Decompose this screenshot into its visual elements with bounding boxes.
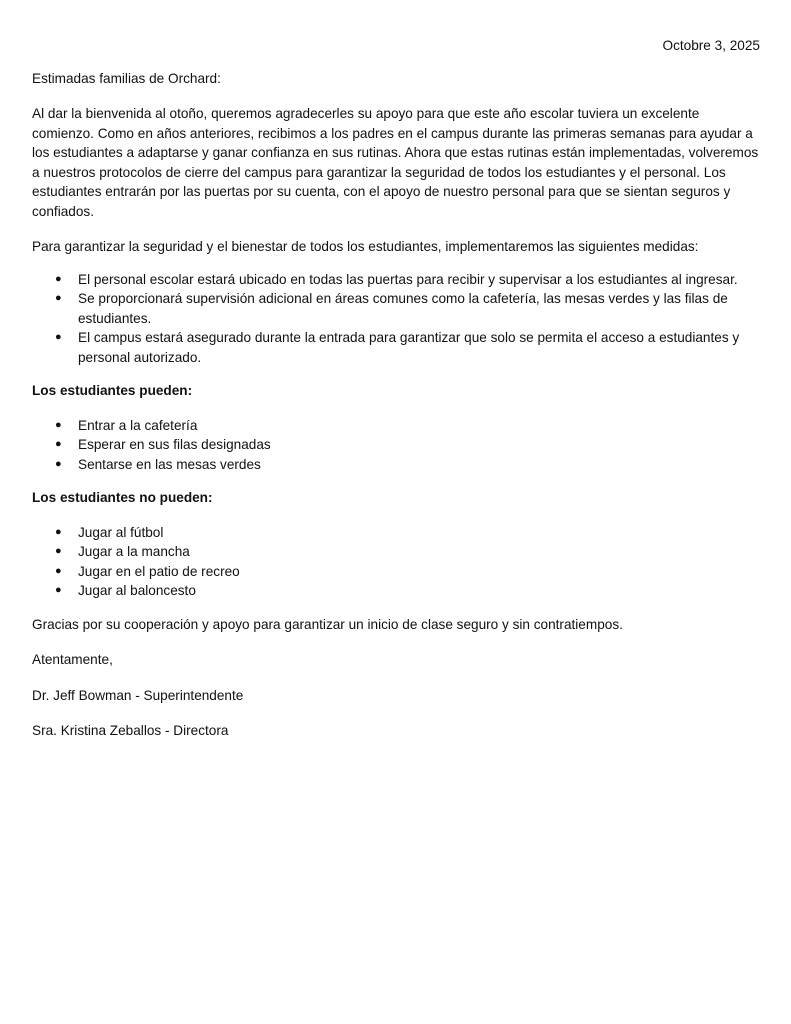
list-item bbox=[32, 435, 760, 455]
cannot-heading: Los estudiantes no pueden: bbox=[32, 490, 213, 505]
list-item-text: Jugar al fútbol bbox=[78, 524, 164, 540]
closing: Atentamente, bbox=[32, 652, 113, 667]
list-item bbox=[32, 270, 760, 290]
list-item-text: Entrar a la cafetería bbox=[78, 417, 198, 433]
list-item bbox=[32, 581, 760, 601]
measures-intro: Para garantizar la seguridad y el bienestar de todos los estudiantes, implementaremos las siguientes medidas: bbox=[32, 239, 699, 254]
list-item-text: Jugar al baloncesto bbox=[78, 583, 196, 598]
list-item-text: El personal escolar estará ubicado en todas las puertas para recibir y supervisar a los estudiantes al ingresar. bbox=[78, 271, 738, 287]
bullet-icon: ● bbox=[55, 564, 62, 577]
bullet-icon: ● bbox=[55, 438, 62, 450]
signature-principal: Sra. Kristina Zeballos - Directora bbox=[32, 723, 229, 738]
list-item-text: Esperar en sus filas designadas bbox=[78, 437, 271, 452]
can-heading: Los estudiantes pueden: bbox=[32, 383, 193, 398]
bullet-icon: ● bbox=[55, 584, 62, 596]
letter-page bbox=[32, 36, 760, 757]
list-item bbox=[32, 562, 760, 582]
list-item-text: El campus estará asegurado durante la entrada para garantizar que solo se permita el acceso a estudiantes y personal autorizado. bbox=[78, 330, 740, 365]
cannot-list bbox=[32, 523, 760, 601]
bullet-icon: ● bbox=[55, 545, 62, 557]
bullet-icon: ● bbox=[55, 457, 62, 470]
bullet-icon: ● bbox=[55, 525, 62, 538]
list-item-text: Sentarse en las mesas verdes bbox=[78, 456, 261, 472]
bullet-icon: ● bbox=[55, 292, 62, 304]
letter-date: Octobre 3, 2025 bbox=[662, 38, 760, 53]
measures-list bbox=[32, 270, 760, 368]
can-list bbox=[32, 416, 760, 475]
list-item-text: Jugar en el patio de recreo bbox=[78, 563, 240, 579]
list-item bbox=[32, 542, 760, 562]
list-item bbox=[32, 455, 760, 475]
list-item bbox=[32, 523, 760, 543]
bullet-icon: ● bbox=[55, 418, 62, 431]
list-item bbox=[32, 328, 760, 367]
bullet-icon: ● bbox=[55, 331, 62, 343]
greeting: Estimadas familias de Orchard: bbox=[32, 70, 221, 86]
list-item bbox=[32, 416, 760, 436]
intro-paragraph: Al dar la bienvenida al otoño, queremos agradecerles su apoyo para que este año escolar tuviera un excelente comienzo. Como en años anteriores, recibimos a los padres en el campus durante las primeras semanas para ayudar a los estudiantes a adaptarse y ganar confianza en sus rutinas. Ahora que estas rutinas están implementadas, volveremos a nuestros protocolos de cierre del campus para garantizar la seguridad de todos los estudiantes y el personal. Los estudiantes entrarán por las puertas por su cuenta, con el apoyo de nuestro personal para que se sientan seguros y confiados. bbox=[32, 106, 759, 219]
list-item-text: Jugar a la mancha bbox=[78, 544, 190, 559]
signature-superintendent: Dr. Jeff Bowman - Superintendente bbox=[32, 687, 244, 703]
list-item bbox=[32, 289, 760, 328]
thanks-paragraph: Gracias por su cooperación y apoyo para garantizar un inicio de clase seguro y sin contratiempos. bbox=[32, 616, 623, 632]
list-item-text: Se proporcionará supervisión adicional en áreas comunes como la cafetería, las mesas verdes y las filas de estudiantes. bbox=[78, 291, 728, 326]
bullet-icon: ● bbox=[55, 272, 62, 285]
